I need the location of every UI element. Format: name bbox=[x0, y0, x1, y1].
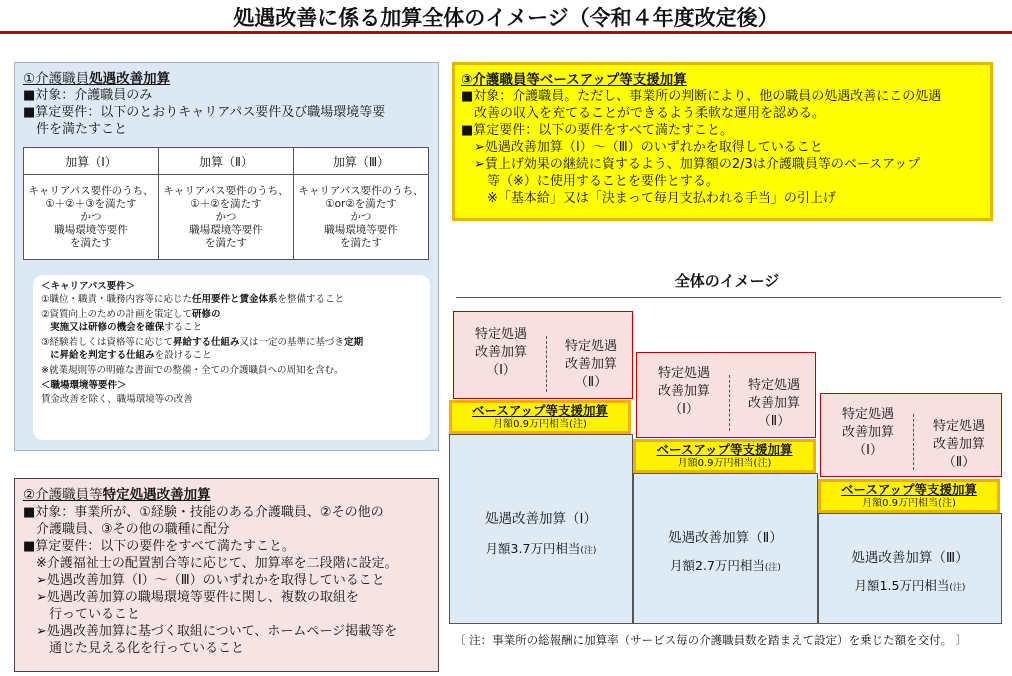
improvement-column-3: 処遇改善加算（Ⅲ） 月額1.5万円相当(注) bbox=[818, 513, 1002, 624]
table-header: 加算（Ⅰ） bbox=[24, 148, 159, 175]
specific-improvement-box bbox=[14, 478, 439, 672]
base-up-bar-2: ベースアップ等支援加算 月額0.9万円相当(注) bbox=[633, 439, 816, 473]
base-up-bar-1: ベースアップ等支援加算 月額0.9万円相当(注) bbox=[449, 400, 631, 434]
overview-rule bbox=[456, 297, 1001, 298]
improvement-column-1: 処遇改善加算（Ⅰ） 月額3.7万円相当(注) bbox=[449, 434, 633, 624]
base-up-bar-3: ベースアップ等支援加算 月額0.9万円相当(注) bbox=[818, 479, 1000, 513]
base-up-support-box bbox=[452, 62, 993, 221]
improvement-column-2: 処遇改善加算（Ⅱ） 月額2.7万円相当(注) bbox=[633, 473, 818, 624]
career-path-requirements bbox=[33, 275, 430, 440]
page-title: 処遇改善に係る加算全体のイメージ（令和４年度改定後） bbox=[233, 6, 779, 30]
career-req-2: ②資質向上のための計画を策定して研修の 実施又は研修の機会を確保すること bbox=[41, 309, 221, 333]
box1-req-2: 件を満たすこと bbox=[23, 122, 128, 137]
box2-line: ➢処遇改善加算に基づく取組について、ホームページ掲載等を bbox=[23, 624, 398, 639]
box2-line: 行っていること bbox=[23, 607, 141, 622]
box2-line: ■対象：事業所が、①経験・技能のある介護職員、②その他の bbox=[23, 505, 384, 520]
box2-line: ➢処遇改善加算（Ⅰ）～（Ⅲ）のいずれかを取得していること bbox=[23, 573, 385, 588]
specific-addition-2-label: 特定処遇 改善加算 （Ⅱ） bbox=[564, 339, 617, 390]
box1-heading: ①介護職員処遇改善加算 bbox=[23, 71, 171, 87]
specific-addition-2-label: 特定処遇 改善加算 （Ⅱ） bbox=[747, 378, 800, 429]
box3-line: ➢賃上げ効果の継続に資するよう、加算額の2/3は介護職員等のベースアップ bbox=[461, 157, 921, 172]
box3-heading: ③介護職員等ベースアップ等支援加算 bbox=[461, 72, 687, 88]
footnote: 〔 注：事業所の総報酬に加算率（サービス毎の介護職員数を踏まえて設定）を乗じた額を交付。 〕 bbox=[454, 633, 968, 647]
career-req-3: ③経験若しくは資格等に応じて昇給する仕組み又は一定の基準に基づき定期 に昇給を判定する仕組みを設けること bbox=[41, 337, 364, 361]
box3-line: 等（※）に使用することを要件とする。 bbox=[461, 174, 719, 189]
career-path-title: ＜キャリアパス要件＞ bbox=[41, 281, 136, 292]
box2-line: ■算定要件：以下の要件をすべて満たすこと。 bbox=[23, 539, 296, 554]
addition-level-table bbox=[23, 147, 429, 260]
box2-heading: ②介護職員等特定処遇改善加算 bbox=[23, 487, 211, 503]
divider bbox=[546, 336, 547, 392]
career-req-1: ①職位・職責・職務内容等に応じた任用要件と賃金体系を整備すること bbox=[41, 293, 345, 305]
specific-addition-1-label: 特定処遇 改善加算 （Ⅰ） bbox=[474, 327, 527, 378]
box2-line: 通じた見える化を行っていること bbox=[23, 641, 245, 656]
career-note: ※就業規則等の明確な書面での整備・全ての介護職員への周知を含む。 bbox=[41, 365, 344, 376]
title-underline bbox=[0, 31, 1012, 34]
table-header: 加算（Ⅲ） bbox=[294, 148, 429, 175]
specific-addition-group-2 bbox=[636, 352, 816, 438]
specific-addition-1-label: 特定処遇 改善加算 （Ⅰ） bbox=[657, 366, 710, 417]
box3-line: ➢処遇改善加算（Ⅰ）～（Ⅲ）のいずれかを取得していること bbox=[461, 140, 823, 155]
env-text: 賃金改善を除く、職場環境等の改善 bbox=[41, 394, 193, 405]
table-header: 加算（Ⅱ） bbox=[159, 148, 294, 175]
box3-line: 改善の収入を充てることができるよう柔軟な運用を認める。 bbox=[461, 106, 826, 121]
env-title: ＜職場環境等要件＞ bbox=[41, 379, 127, 391]
specific-addition-group-3 bbox=[820, 393, 1002, 477]
specific-addition-1-label: 特定処遇 改善加算 （Ⅰ） bbox=[841, 407, 894, 458]
box3-line: ■対象：介護職員。ただし、事業所の判断により、他の職員の処遇改善にこの処遇 bbox=[461, 89, 942, 104]
table-cell: キャリアパス要件のうち、 ①or②を満たす かつ 職場環境等要件 を満たす bbox=[294, 175, 429, 260]
box2-line: 介護職員、③その他の職種に配分 bbox=[23, 522, 230, 537]
specific-addition-2-label: 特定処遇 改善加算 （Ⅱ） bbox=[932, 419, 985, 470]
box2-line: ※介護福祉士の配置割合等に応じて、加算率を二段階に設定。 bbox=[23, 556, 398, 571]
box1-req-1: ■算定要件：以下のとおりキャリアパス要件及び職場環境等要 bbox=[23, 105, 386, 120]
overview-title: 全体のイメージ bbox=[674, 272, 780, 290]
divider bbox=[729, 375, 730, 431]
table-cell: キャリアパス要件のうち、 ①＋②＋③を満たす かつ 職場環境等要件 を満たす bbox=[24, 175, 159, 260]
box2-line: ➢処遇改善加算の職場環境等要件に関し、複数の取組を bbox=[23, 590, 359, 605]
divider bbox=[913, 414, 914, 470]
table-cell: キャリアパス要件のうち、 ①＋②を満たす かつ 職場環境等要件 を満たす bbox=[159, 175, 294, 260]
box3-line: ■算定要件：以下の要件をすべて満たすこと。 bbox=[461, 123, 734, 138]
box1-target: ■対象：介護職員のみ bbox=[23, 88, 153, 103]
specific-addition-group-1 bbox=[453, 311, 633, 399]
box3-line: ※「基本給」又は「決まって毎月支払われる手当」の引上げ bbox=[461, 191, 836, 206]
